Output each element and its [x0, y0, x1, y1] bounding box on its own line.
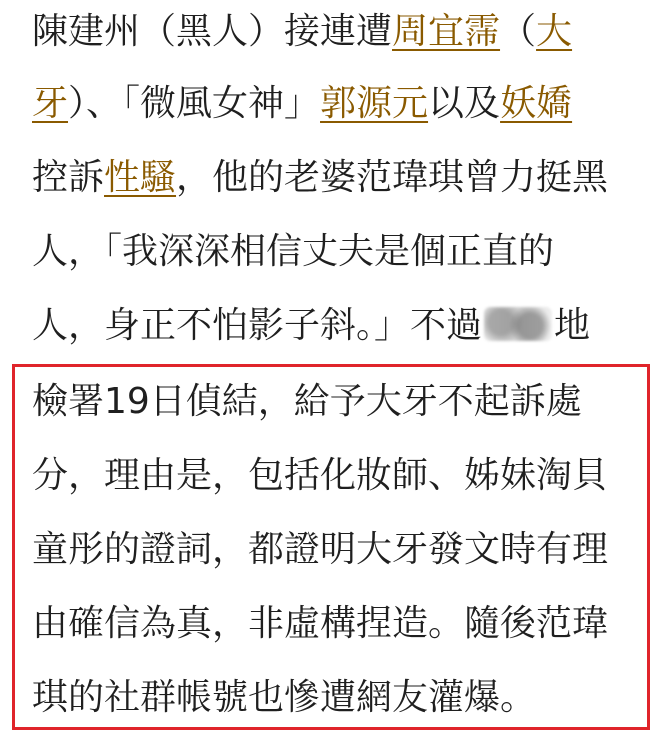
article-line [32, 372, 582, 432]
article-line [32, 520, 608, 580]
person-link[interactable]: 周宜霈 [392, 11, 501, 52]
text-segment: 分，理由是，包括化妝師、姊妹淘貝 [32, 455, 609, 496]
article-line [32, 222, 554, 282]
person-link[interactable]: 大 [536, 11, 573, 52]
text-segment: 以及 [428, 83, 501, 124]
text-segment: 人，身正不怕影子斜。」不過 [32, 305, 483, 346]
person-link[interactable]: 郭源元 [320, 83, 429, 124]
article-line [32, 668, 536, 728]
blurred-redaction [484, 307, 552, 341]
article-line [32, 446, 608, 506]
text-segment: 由確信為真，非虛構捏造。隨後范瑋 [32, 603, 609, 644]
article-line [32, 74, 572, 134]
article-line [32, 2, 572, 62]
text-segment: 地 [554, 305, 591, 346]
topic-link[interactable]: 性騷 [104, 157, 177, 198]
text-segment: ）、「微風女神」 [68, 83, 321, 124]
text-segment: 童彤的證詞，都證明大牙發文時有理 [32, 529, 609, 570]
text-segment: （ [500, 11, 537, 52]
person-link[interactable]: 牙 [32, 83, 69, 124]
text-segment: ，他的老婆范瑋琪曾力挺黑 [176, 157, 609, 198]
text-segment: 陳建州（黑人）接連遭 [32, 11, 393, 52]
article-line [32, 296, 590, 356]
person-link[interactable]: 妖嬌 [500, 83, 573, 124]
text-segment: 琪的社群帳號也慘遭網友灌爆。 [32, 677, 537, 718]
article-line [32, 148, 608, 208]
text-segment: 人，「我深深相信丈夫是個正直的 [32, 231, 555, 272]
article-line [32, 594, 608, 654]
text-segment: 控訴 [32, 157, 105, 198]
text-segment: 檢署19日偵結，給予大牙不起訴處 [32, 381, 582, 422]
